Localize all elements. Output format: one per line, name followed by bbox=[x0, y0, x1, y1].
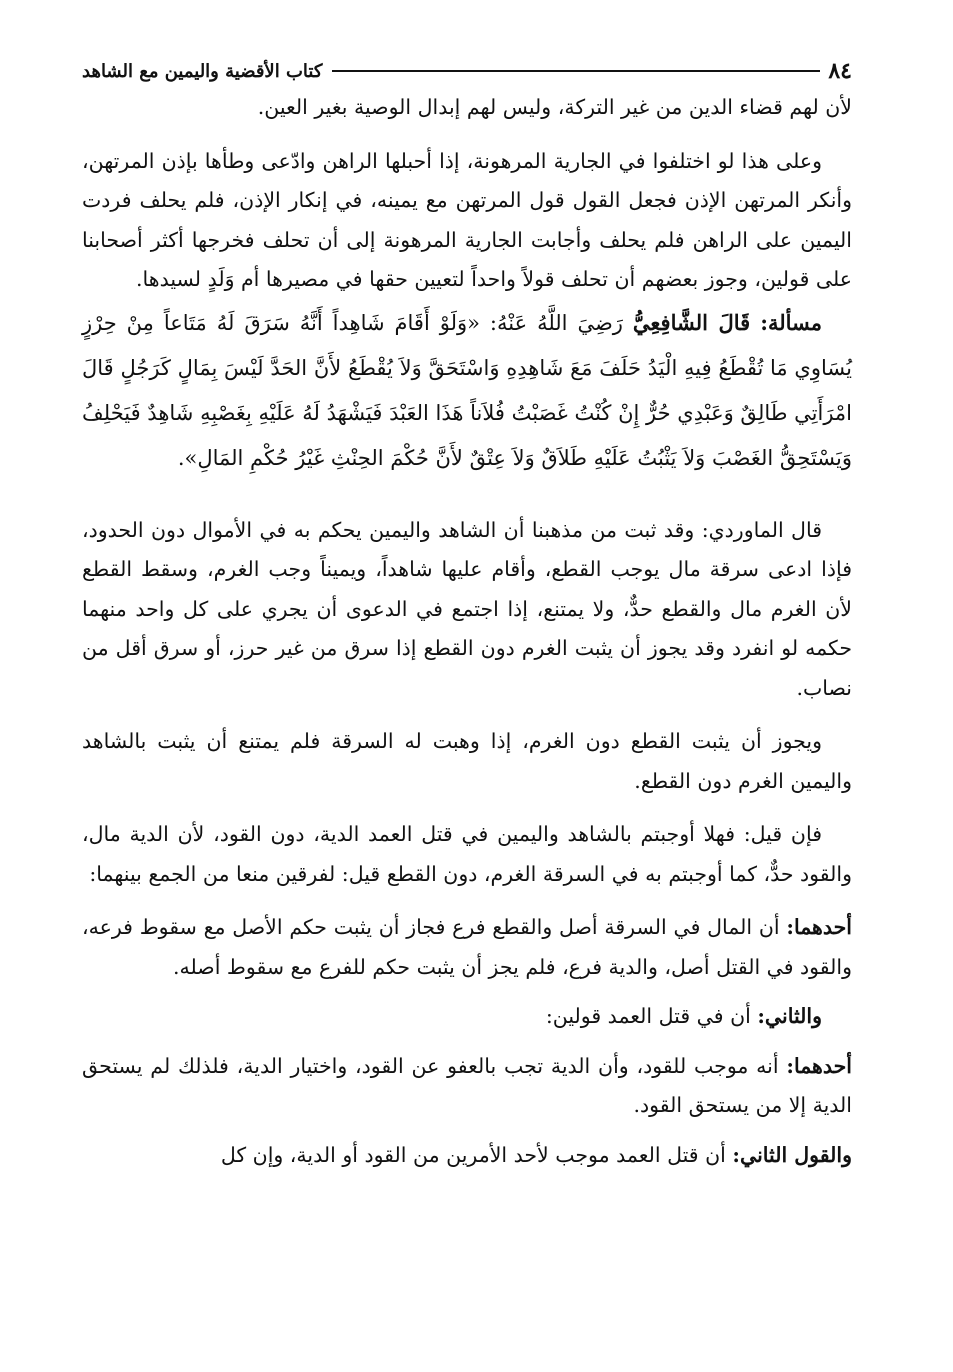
paragraph-5: ويجوز أن يثبت القطع دون الغرم، إذا وهبت له السرقة فلم يمتنع أن يثبت بالشاهد واليمين الغرم دون القطع. bbox=[82, 729, 852, 793]
first-label: أحدهما: bbox=[786, 915, 852, 939]
running-title: كتاب الأقضية واليمين مع الشاهد bbox=[82, 60, 323, 82]
paragraph-10 bbox=[82, 1136, 852, 1176]
first-opinion-text: أنه موجب للقود، وأن الدية تجب بالعفو عن القود، واختيار الدية، فلذلك لم يستحق الدية إلا من يستحق القود. bbox=[82, 1053, 852, 1117]
header-rule bbox=[332, 70, 820, 72]
second-label: والثاني: bbox=[757, 1004, 822, 1028]
speaker-name: قَالَ الشَّافِعِيُّ bbox=[632, 309, 751, 335]
quote-text: رَضِيَ اللَّهُ عَنْهُ: «وَلَوْ أَقَامَ شَاهِداً أَنَّهُ سَرَقَ لَهُ مَتَاعاً مِنْ حِرْزٍ يُسَاوِي مَا تُقْطَعُ فِيهِ الْيَدُ حَلَفَ مَعَ شَاهِدِهِ وَاسْتَحَقَّ وَلاَ يُقْطَعُ لأَنَّ الحَدَّ لَيْسَ بِمَالٍ كَرَجُلٍ قَالَ امْرَأَتِي طَالِقٌ وَعَبْدِي حُرٌّ إِنْ كُنْتُ غَصَبْتُ فُلاَناً هَذَا العَبْدَ فَيَشْهَدُ لَهُ عَلَيْهِ بِغَصْبِهِ شَاهِدٌ فَيَحْلِفُ وَيَسْتَحِقُّ الغَصْبَ وَلاَ يَثْبُتُ عَلَيْهِ طَلاَقٌ وَلاَ عِتْقٌ لأَنَّ حُكْمَ الحِنْثِ غَيْرُ حُكْمِ المَالِ». bbox=[82, 310, 852, 470]
paragraph-1: لأن لهم قضاء الدين من غير التركة، وليس لهم إبدال الوصية بغير العين. bbox=[257, 95, 852, 119]
paragraph-6: فإن قيل: فهلا أوجبتم بالشاهد واليمين في قتل العمد الدية، دون القود، لأن الدية مال، والقود حدٌّ، كما أوجبتم به في السرقة الغرم، دون القطع قيل: لفرقين منعا من الجمع بينهما: bbox=[82, 822, 852, 886]
second-opinion-text: أن قتل العمد موجب لأحد الأمرين من القود أو الدية، وإن كل bbox=[220, 1142, 726, 1167]
masala-label: مسألة: bbox=[760, 309, 822, 335]
page-number: ٨٤ bbox=[828, 58, 852, 84]
paragraph-shafii-quote bbox=[82, 300, 852, 481]
paragraph-mawardi: قال الماوردي: وقد ثبت من مذهبنا أن الشاهد واليمين يحكم به في الأموال دون الحدود، فإذا ادعى سرقة مال يوجب القطع، وأقام عليها شاهداً، ويميناً وجب الغرم، وسقط القطع لأن الغرم مال والقطع حدٌّ، ولا يمتنع، إذا اجتمع في الدعوى أن يجري على كل واحد منهما حكمه لو انفرد وقد يجوز أن يثبت الغرم دون القطع إذا سرق من غير حرز، أو سرق أقل من نصاب. bbox=[82, 517, 852, 700]
first-text: أن المال في السرقة أصل والقطع فرع فجاز أن يثبت حكم الأصل مع سقوط فرعه، والقود في القتل أصل، والدية فرع، فلم يجز أن يثبت حكم للفرع مع سقوط أصله. bbox=[82, 915, 852, 979]
paragraph-2: وعلى هذا لو اختلفوا في الجارية المرهونة، إذا أحبلها الراهن وادّعى وطأها بإذن المرتهن، وأنكر المرتهن الإذن فجعل القول قول المرتهن مع يمينه، في إنكار الإذن، فلم يحلف فردت اليمين على الراهن فلم يحلف وأجابت الجارية المرهونة إلى أن تحلف فخرجها أكثر أصحابنا على قولين، وجوز بعضهم أن تحلف قولاً واحداً لتعيين حقها في مصيرها أم وَلَدٍ لسيدها. bbox=[82, 148, 852, 291]
page-header bbox=[82, 54, 852, 88]
first-opinion-label: أحدهما: bbox=[786, 1053, 852, 1078]
second-opinion-label: والقول الثاني: bbox=[732, 1142, 852, 1167]
second-text: أن في قتل العمد قولين: bbox=[545, 1004, 751, 1028]
paragraph-9 bbox=[82, 1047, 852, 1126]
book-page bbox=[82, 54, 852, 1175]
paragraph-8 bbox=[82, 997, 852, 1037]
paragraph-7 bbox=[82, 908, 852, 987]
